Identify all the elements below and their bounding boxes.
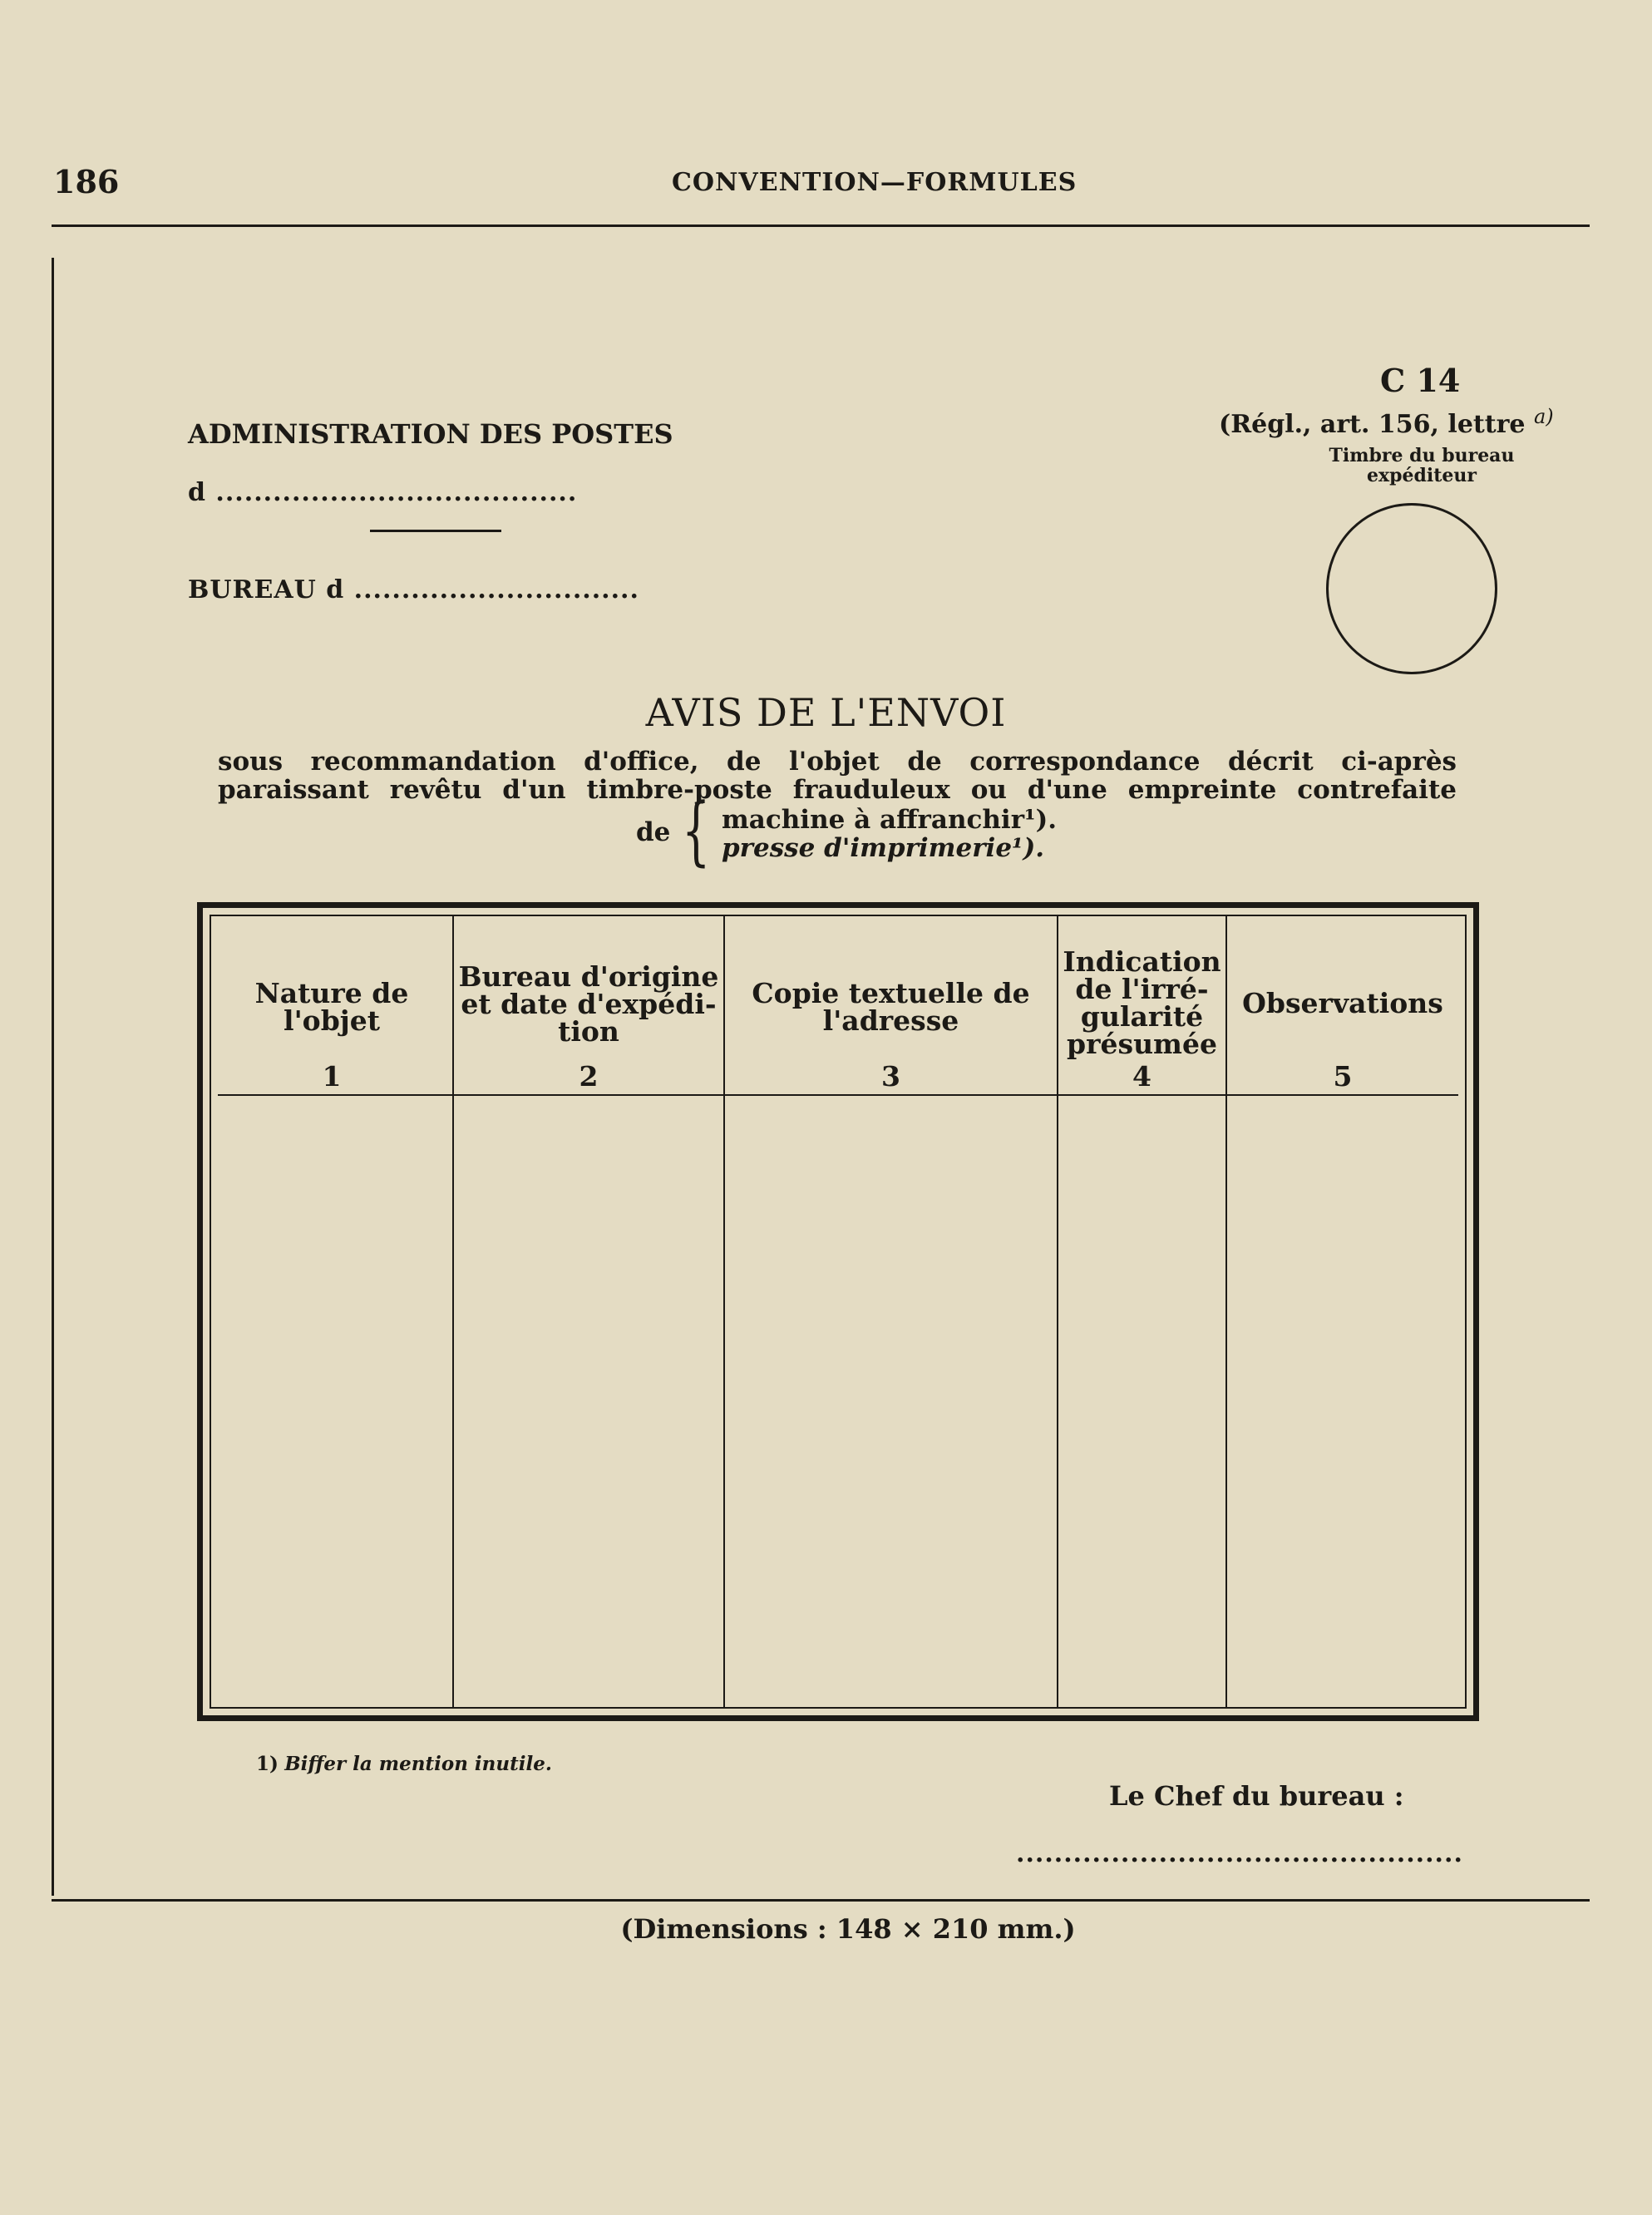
column-header-line: Indication: [1063, 945, 1221, 978]
chief-label: Le Chef du bureau :: [1109, 1780, 1404, 1812]
signature-line: ...............................................: [1016, 1839, 1463, 1868]
column-header: [211, 977, 452, 1037]
column-header-line: Nature de: [254, 977, 409, 1009]
column-header-line: Observations: [1242, 987, 1443, 1019]
form-reference: [1219, 405, 1554, 439]
brace-icon: {: [682, 787, 711, 875]
column-header-line: l'objet: [284, 1004, 380, 1037]
column-number: 2: [579, 1060, 599, 1093]
administration-label: ADMINISTRATION DES POSTES: [188, 418, 673, 450]
column-number: 3: [881, 1060, 900, 1093]
stamp-label-line1: Timbre du bureau: [1329, 445, 1515, 466]
administration-de-line: d ......................................: [188, 478, 578, 507]
column-header-line: présumée: [1067, 1028, 1217, 1060]
bureau-line: BUREAU d ..............................: [188, 575, 639, 604]
column-header-line: Bureau d'origine: [458, 960, 719, 993]
subtitle-line2: paraissant revêtu d'un timbre-poste frauduleux ou d'une empreinte contrefaite: [218, 775, 1457, 805]
form-left-border: [52, 258, 54, 1896]
stamp-circle-icon: [1326, 503, 1497, 674]
column-number: 5: [1333, 1060, 1353, 1093]
form-code: C 14: [1380, 362, 1461, 399]
column-header-line: l'adresse: [822, 1004, 959, 1037]
footnote: [256, 1753, 552, 1775]
column-number: 4: [1132, 1060, 1151, 1093]
form-reference-text: (Régl., art. 156, lettre: [1219, 410, 1526, 439]
table-header-rule: [218, 1094, 1458, 1096]
column-header-line: et date d'expédi-: [461, 988, 717, 1020]
footnote-mark: 1): [256, 1753, 279, 1775]
de-label: de: [636, 817, 671, 847]
form-title: AVIS DE L'ENVOI: [645, 690, 1007, 735]
form-bottom-rule: [52, 1899, 1590, 1902]
column-header: [1227, 989, 1458, 1017]
column-number: 1: [322, 1060, 342, 1093]
column-header: [725, 977, 1057, 1037]
column-header: [454, 960, 723, 1048]
form-reference-letter: a): [1533, 405, 1554, 428]
subtitle-line1: sous recommandation d'office, de l'objet de correspondance décrit ci-après: [218, 747, 1457, 777]
column-header-line: tion: [558, 1015, 619, 1048]
column-header-line: de l'irré-: [1075, 973, 1209, 1005]
header-rule: [52, 224, 1590, 227]
dimensions-note: (Dimensions : 148 × 210 mm.): [620, 1913, 1076, 1945]
column-header-line: gularité: [1080, 1000, 1204, 1033]
column-separator: [1225, 916, 1227, 1707]
separator-short: [370, 530, 501, 532]
running-title: CONVENTION—FORMULES: [672, 168, 1077, 197]
column-header-line: Copie textuelle de: [752, 977, 1030, 1009]
column-separator: [723, 916, 725, 1707]
stamp-label: [1297, 446, 1546, 486]
option-presse: presse d'imprimerie¹).: [722, 833, 1045, 863]
stamp-label-line2: expéditeur: [1367, 465, 1477, 486]
page-number: 186: [53, 163, 120, 200]
option-machine: machine à affranchir¹).: [722, 805, 1058, 835]
column-header: [1058, 945, 1225, 1060]
footnote-text: Biffer la mention inutile.: [284, 1753, 552, 1775]
